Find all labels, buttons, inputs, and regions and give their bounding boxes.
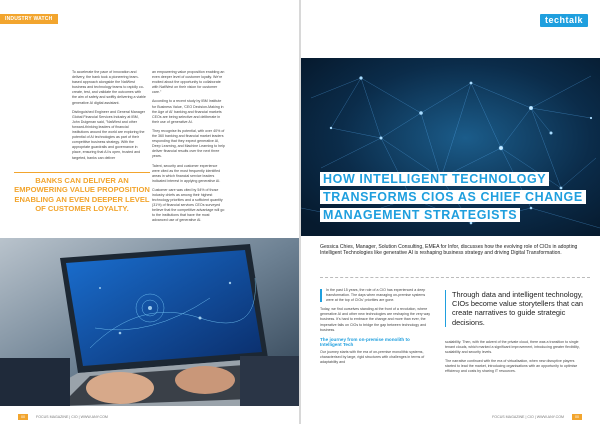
pull-quote: Through data and intelligent technology, CIOs become value storytellers that can create narratives to guide strategic decisions. [445, 290, 585, 327]
paragraph: To accelerate the pace of innovation and delivery, the bank took a pioneering team-based approach alongside the NatWest business and technology teams to rapidly co-create, test, and validate the outcomes with the aim of safety and swiftly delivering a viable generative AI digital assistant. [72, 70, 146, 105]
dropcap-bar [320, 289, 322, 302]
subheading: The journey from on-premise monolith to Intelligent Tech [320, 336, 410, 347]
footer-text: FOCUS MAGAZINE | CIO | WWW.ANY.COM [36, 415, 108, 419]
paragraph: Customer care was cited by 54% of those industry chiefs as among their highest technology priorities and a sufficient quantity (31%) of financial services CEOs surveyed believe that the competitive advantage will go to the institutions that have the most advanced use of generative AI. [152, 187, 225, 223]
standfirst: Gessica Chies, Manager, Solution Consulting, EMEA for Infor, discusses how the evolving role of CIOs in adopting Intelligent Technologies like generative AI is reshaping business strategy and driving Digital Transformation. [320, 244, 578, 257]
paragraph: scalability. Then, with the advent of the private cloud, there was a transition to single tenant clouds, which marked a significant improvement, introducing greater flexibility, scalability and security levels. [445, 340, 580, 355]
divider [320, 277, 590, 278]
paragraph: They recognise its potential, with over 40% of the 360 banking and financial market leaders responding that they expect generative AI, Deep Learning, and Machine Learning to help deliver financial results over the next three years. [152, 128, 225, 159]
paragraph: In the past 15 years, the role of a CIO has experienced a deep transformation. The days when managing on-premise systems were at the top of CIOs' priorities are gone. [320, 288, 432, 303]
paragraph: Talent, security and customer experience were cited as the most frequently identified areas in which financial service leaders indicated interest in applying generative AI. [152, 163, 221, 183]
laptop-hands-photo [0, 238, 299, 406]
left-column-2 [152, 70, 226, 228]
footer-text: FOCUS MAGAZINE | CIO | WWW.ANY.COM [492, 415, 564, 419]
paragraph: According to a recent study by IBM Institute for Business Value, 'CEO Decision-Making in the Age of AI' banking and financial markets CEOs are being selective and deliberate in their use of generative AI. [152, 99, 224, 124]
techtalk-logo [540, 14, 588, 27]
paragraph: The narrative continued with the era of virtualisation, when new disruptive players started to lead the market, introducing organisations with an opportunity to optimise efficiency and costs by sharing IT resources. [445, 359, 578, 374]
paragraph: Our journey starts with the era of on-premise monolithic systems, characterised by large, rigid structures with challenges in terms of adaptability and [320, 350, 425, 365]
right-column-2 [445, 340, 585, 379]
paragraph: an empowering value proposition enabling an even deeper level of customer loyalty. We're excited about the opportunity to collaborate with NatWest on their vision for customer care." [152, 70, 225, 95]
pull-quote: BANKS CAN DELIVER AN EMPOWERING VALUE PROPOSITION ENABLING AN EVEN DEEPER LEVEL OF CUSTOMER LOYALTY. [14, 172, 150, 213]
article-headline [320, 170, 590, 224]
left-column-1 [72, 70, 146, 165]
paragraph: Today, we find ourselves standing at the front of a revolution, where generative AI and other new technologies are reshaping the very way business. It's hard to embrace the change and more than ever, the imperative falls on CIOs to bridge the gap between technology and business. [320, 307, 431, 332]
right-column-1 [320, 288, 432, 369]
left-footer [0, 410, 299, 424]
paragraph: Distinguished Engineer and General Manager Global Financial Services Industry at IBM, John Duigenan said, "NatWest and other forward-thinking leaders of financial institutions around the world are exploring the potential of AI technologies as part of their competitive business strategy. With the appropriate guardrails and governance in place, ensuring that AI is open, trusted and targeted, banks can deliver [72, 109, 145, 160]
section-tag: INDUSTRY WATCH [0, 14, 58, 24]
headline-text: HOW INTELLIGENT TECHNOLOGY TRANSFORMS CIOS AS CHIEF CHANGE MANAGEMENT STRATEGISTS [320, 172, 586, 222]
logo-text: techtalk [540, 14, 588, 27]
page-number: 00 [572, 414, 582, 420]
right-page [301, 0, 600, 424]
page-number: 00 [18, 414, 28, 420]
right-footer [301, 410, 600, 424]
left-page [0, 0, 299, 424]
